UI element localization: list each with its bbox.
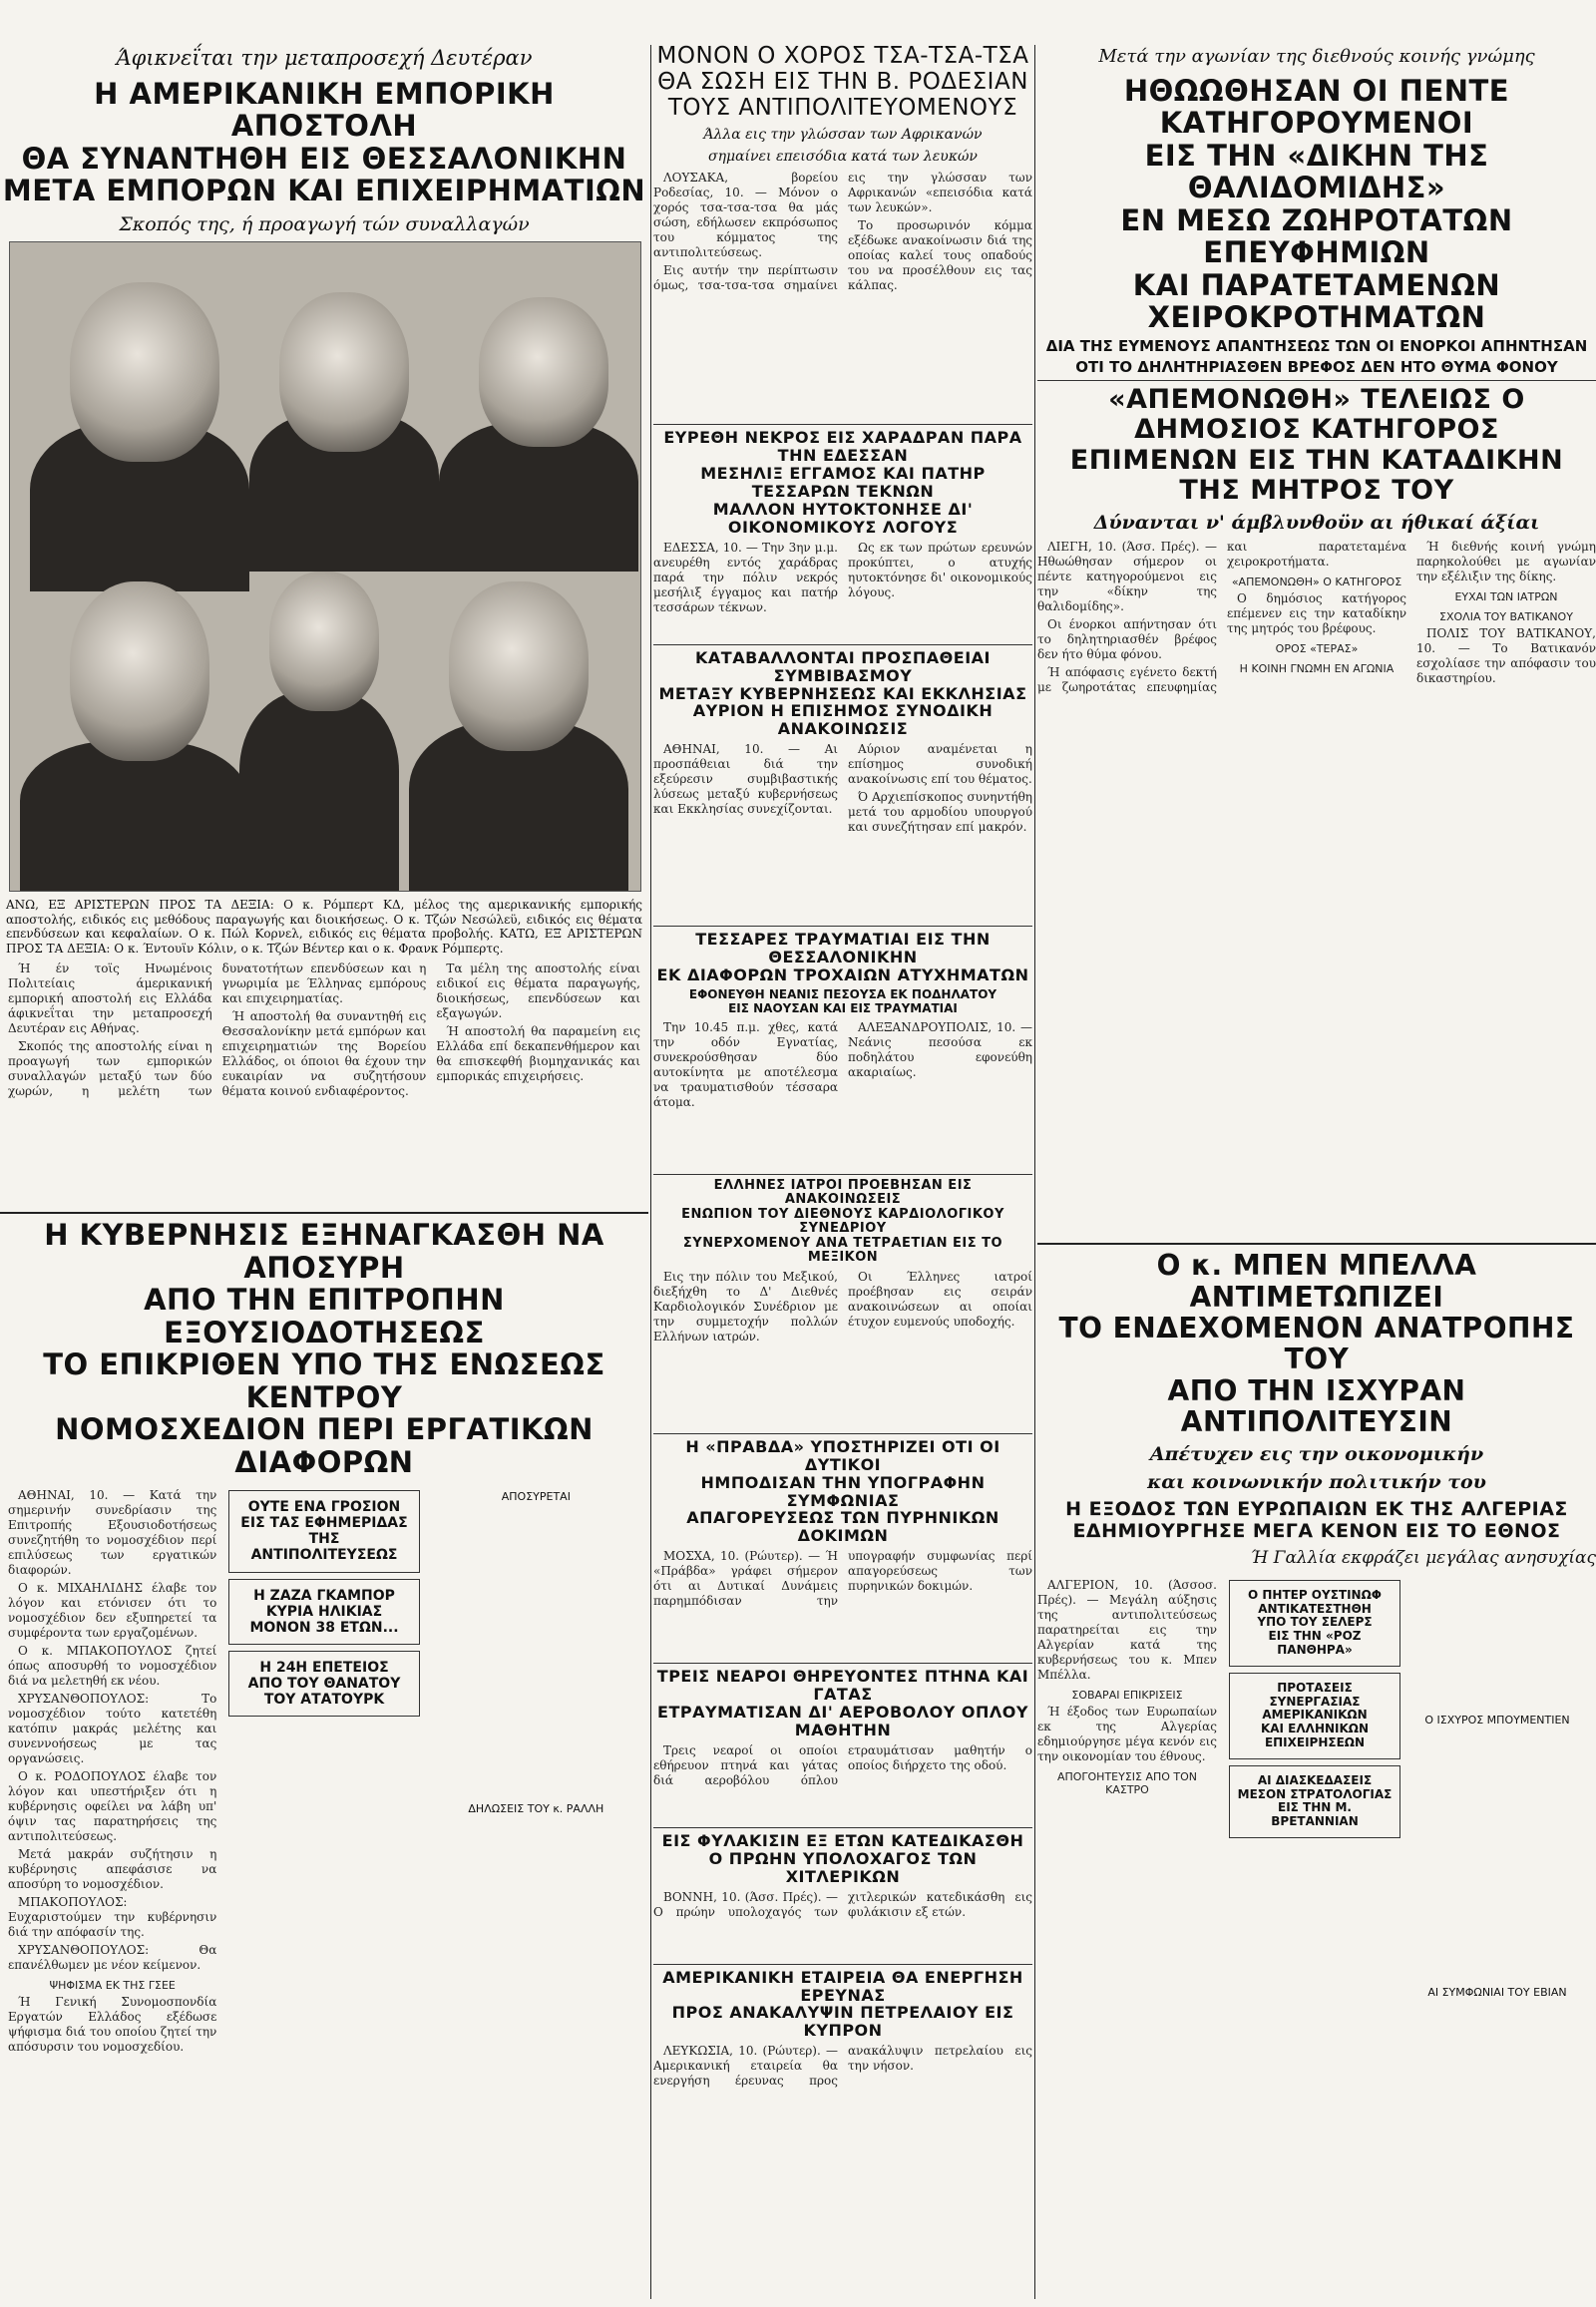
headline-line: Η ΚΥΒΕΡΝΗΣΙΣ ΕΞΗΝΑΓΚΑΣΘΗ ΝΑ ΑΠΟΣΥΡΗ [44, 1218, 604, 1285]
paragraph: ΜΠΑΚΟΠΟΥΛΟΣ: Ευχαριστούμεν την κυβέρνησιν διά την απόφασίν της. [8, 1895, 217, 1940]
paragraph: ΑΘΗΝΑΙ, 10. — Αι προσπάθειαι διά την εξεύρεσιν συμβιβαστικής λύσεως μεταξύ κυβερνήσεως και Εκκλησίας συνεχίζονται. [653, 742, 838, 817]
paragraph: Ή διεθνής κοινή γνώμη παρηκολούθει με αγωνίαν την εξέλιξιν της δίκης. [1416, 540, 1596, 584]
box-headline [233, 1588, 414, 1636]
paragraph: Ως εκ των πρώτων ερευνών προκύπτει, ο ατυχής ηυτοκτόνησε δι' οικονομικούς λόγους. [848, 540, 1032, 599]
headline-line: ΕΚ ΔΙΑΦΟΡΩΝ ΤΡΟΧΑΙΩΝ ΑΤΥΧΗΜΑΤΩΝ [656, 965, 1029, 985]
headline-line: ΚΑΙ ΠΑΡΑΤΕΤΑΜΕΝΩΝ ΧΕΙΡΟΚΡΟΤΗΜΑΤΩΝ [1132, 267, 1501, 335]
paragraph: Εις την πόλιν του Μεξικού, διεξήχθη το Δ' Διεθνές Καρδιολογικόν Συνέδριον με την συμμετοχήν πολλών Ελλήνων ιατρών. [653, 1269, 838, 1344]
paragraph: ΠΟΛΙΣ ΤΟΥ ΒΑΤΙΚΑΝΟΥ, 10. — Το Βατικανόν εσχολίασε την απόφασιν του δικαστηρίου. [1416, 625, 1596, 685]
article-rhodesia [653, 171, 1032, 420]
paragraph: Την 10.45 π.μ. χθες, κατά την οδόν Εγνατίας, συνεκρούσθησαν δύο αυτοκίνητα με αποτέλεσμα να τραυματισθούν τέσσαρα άτομα. [653, 1019, 838, 1109]
section-label: ΟΡΟΣ «ΤΕΡΑΣ» [1275, 641, 1359, 655]
column-middle [653, 40, 1032, 2108]
headline-line: ΗΜΠΟΔΙΣΑΝ ΤΗΝ ΥΠΟΓΡΑΦΗΝ ΣΥΜΦΩΝΙΑΣ [700, 1472, 986, 1510]
headline-air-rifle [653, 1668, 1032, 1739]
headline-ben-bella [1037, 1250, 1596, 1437]
headline-church [653, 649, 1032, 739]
headline-line: Η 24Η ΕΠΕΤΕΙΟΣ [259, 1659, 389, 1676]
sidebar-boxes [1225, 1574, 1404, 2220]
headline-accidents [653, 931, 1032, 984]
photo-figure [239, 691, 399, 891]
article-cyprus-oil [653, 2044, 1032, 2104]
paragraph: ΧΡΥΣΑΝΘΟΠΟΥΛΟΣ: Το νομοσχέδιον τούτο κατετέθη κατόπιν μακράς μελέτης και συνεννοήσεως με τας οργανώσεις. [8, 1692, 217, 1766]
headline-line: ΑΥΡΙΟΝ Η ΕΠΙΣΗΜΟΣ ΣΥΝΟΔΙΚΗ ΑΝΑΚΟΙΝΩΣΙΣ [692, 701, 994, 739]
section-label: ΔΗΛΩΣΕΙΣ ΤΟΥ κ. ΡΑΛΛΗ [468, 1802, 604, 1816]
paragraph: Ή έν τοϊς Ηνωμένοις Πολιτείαις άμερικανική εμπορική αποστολή εις Ελλάδα άφικνεΐται την μεταπροσεχή Δευτέραν εις Αθήνας. [8, 961, 212, 1036]
headline-line: ΑΠΟ ΤΗΝ ΙΣΧΥΡΑΝ ΑΝΤΙΠΟΛΙΤΕΥΣΙΝ [1167, 1373, 1466, 1438]
paragraph: Οι ένορκοι απήντησαν ότι το δηλητηριασθέν βρέφος δεν ήτο θύμα φόνου. [1037, 617, 1217, 662]
paragraph: ΛΟΥΣΑΚΑ, βορείου Ροδεσίας, 10. — Μόνον ο χορός τσα-τσα-τσα θα μάς σώση, εδήλωσεν εκπρόσωπος του κόμματος της αντιπολιτεύσεως. [653, 171, 838, 260]
headline-government-bill [0, 1219, 648, 1478]
article-thalidomide [1037, 540, 1596, 1238]
headline-line: ΕΙΣ ΝΑΟΥΣΑΝ ΚΑΙ ΕΙΣ ΤΡΑΥΜΑΤΙΑΙ [728, 1000, 958, 1015]
headline-pravda [653, 1438, 1032, 1545]
headline-line: ΕΥΡΕΘΗ ΝΕΚΡΟΣ ΕΙΣ ΧΑΡΑΔΡΑΝ ΠΑΡΑ ΤΗΝ ΕΔΕΣΣΑΝ [663, 428, 1022, 466]
headline-line: ΕΙΣ ΤΑΣ ΕΦΗΜΕΡΙΔΑΣ [240, 1515, 408, 1532]
news-box [1229, 1673, 1400, 1759]
paragraph: ΕΔΕΣΣΑ, 10. — Την 3ην μ.μ. ανευρέθη εντός χαράδρας παρά την πόλιν νεκρός μεσήλιξ έγγαμος και πατήρ τεσσάρων τέκνων. [653, 540, 838, 614]
headline-line: Η «ΠΡΑΒΔΑ» ΥΠΟΣΤΗΡΙΖΕΙ ΟΤΙ ΟΙ ΔΥΤΙΚΟΙ [685, 1436, 1000, 1474]
headline-line: ΠΡΟΣ ΑΝΑΚΑΛΥΨΙΝ ΠΕΤΡΕΛΑΙΟΥ ΕΙΣ ΚΥΠΡΟΝ [671, 2003, 1014, 2041]
paragraph: Οι Έλληνες ιατροί προέβησαν εις σειράν ανακοινώσεων αι οποίαι έτυχον ευμενούς υποδοχής. [848, 1269, 1032, 1329]
headline-line: ΚΑΤΑΒΑΛΛΟΝΤΑΙ ΠΡΟΣΠΑΘΕΙΑΙ ΣΥΜΒΙΒΑΣΜΟΥ [695, 647, 991, 685]
headline-line: ΘΑ ΣΥΝΑΝΤΗΘΗ ΕΙΣ ΘΕΣΣΑΛΟΝΙΚΗΝ [21, 141, 627, 176]
headline-line: ΕΙΣ ΦΥΛΑΚΙΣΙΝ ΕΞ ΕΤΩΝ ΚΑΤΕΔΙΚΑΣΘΗ [661, 1830, 1024, 1850]
section-label: ΑΙ ΣΥΜΦΩΝΙΑΙ ΤΟΥ ΕΒΙΑΝ [1427, 1985, 1567, 1999]
paragraph: ΑΘΗΝΑΙ, 10. — Κατά την σημερινήν συνεδρίασιν της Επιτροπής Εξουσιοδοτήσεως συνεζητήθη το νομοσχέδιον περί επιλύσεως των εργατικών διαφορών. [8, 1488, 217, 1578]
box-headline [233, 1499, 414, 1563]
paragraph: Ή αποστολή θα παραμείνη εις Ελλάδα επί δεκαπενθήμερον και θα επισκεφθή βιομηχανικάς και εμπορικάς επιχειρήσεις. [436, 1024, 640, 1084]
subheadline: ΔΙΑ ΤΗΣ ΕΥΜΕΝΟΥΣ ΑΠΑΝΤΗΣΕΩΣ ΤΩΝ ΟΙ ΕΝΟΡΚΟΙ ΑΠΗΝΤΗΣΑΝ [1045, 336, 1588, 355]
article-accidents [653, 1020, 1032, 1170]
subheadline [653, 988, 1032, 1016]
headline-algeria-exodus [1037, 1499, 1596, 1542]
headline-line: ΑΝΤΙΚΑΤΕΣΤΗΘΗ [1258, 1601, 1372, 1616]
paragraph: Ή αποστολή θα συναντηθή εις Θεσσαλονίκην μετά εμπόρων και επιχειρηματιών της Βορείου Ελλάδος, οι όποιοι θα έχουν την ευκαιρίαν να συζητήσουν θέματα κοινού ενδιαφέροντος. [221, 1009, 427, 1099]
article-doctors [653, 1270, 1032, 1429]
paragraph: Εις αυτήν την περίπτωσιν όμως, τσα-τσα-τσα σημαίνει εις την γλώσσαν των Αφρικανών «επεισόδια κατά των λευκών». [653, 171, 1032, 293]
subheadline: Ή Γαλλία εκφράζει μεγάλας ανησυχίας [1250, 1547, 1596, 1568]
headline-line: ΕΛΛΗΝΕΣ ΙΑΤΡΟΙ ΠΡΟΕΒΗΣΑΝ ΕΙΣ ΑΝΑΚΟΙΝΩΣΕΙΣ [713, 1177, 973, 1208]
subheadline: ΟΤΙ ΤΟ ΔΗΛΗΤΗΡΙΑΣΘΕΝ ΒΡΕΦΟΣ ΔΕΝ ΗΤΟ ΘΥΜΑ ΦΟΝΟΥ [1075, 358, 1558, 376]
headline-line: ΜΕΣΟΝ ΣΤΡΑΤΟΛΟΓΙΑΣ [1237, 1786, 1393, 1801]
headline-line: ΝΟΜΟΣΧΕΔΙΟΝ ΠΕΡΙ ΕΡΓΑΤΙΚΩΝ ΔΙΑΦΟΡΩΝ [55, 1412, 594, 1479]
subheadline: σημαίνει επεισόδια κατά των λευκών [708, 149, 978, 166]
subheadline: Δύνανται ν' άμβλυνθοϋν αι ήθικαί άξίαι [1093, 512, 1540, 535]
photo-portrait [70, 282, 219, 462]
news-box [228, 1490, 419, 1572]
kicker: Άφικνεΐται την μεταπροσεχή Δευτέραν [116, 46, 533, 70]
paragraph: ΑΛΓΕΡΙΟΝ, 10. (Άσσοσ. Πρές). — Μεγάλη αύξησις της αντιπολιτεύσεως παρατηρείται εις την Αλγερίαν κατά της κυβερνήσεως του κ. Μπεν Μπέλλα. [1037, 1577, 1217, 1682]
subheadline: Άλλα εις την γλώσσαν των Αφρικανών [703, 127, 983, 144]
photo-portrait [70, 581, 209, 761]
headline-line: ΕΙΣ ΤΗΝ «ΡΟΖ ΠΑΝΘΗΡΑ» [1268, 1629, 1362, 1658]
headline-line: Η ΖΑΖΑ ΓΚΑΜΠΟΡ [253, 1587, 395, 1604]
section-rule [653, 926, 1032, 927]
article-continuation [1412, 1574, 1582, 2220]
paragraph: Ό Αρχιεπίσκοπος συνηντήθη μετά του αρμοδίου υπουργού και συνεζήτησαν επί μακρόν. [848, 790, 1032, 835]
headline-line: ΕΙΣ ΤΗΝ «ΔΙΚΗΝ ΤΗΣ ΘΑΛΙΔΟΜΙΔΗΣ» [1144, 138, 1489, 205]
section-label: ΣΟΒΑΡΑΙ ΕΠΙΚΡΙΣΕΙΣ [1071, 1688, 1183, 1702]
paragraph: Τα μέλη της αποστολής είναι ειδικοί εις θέματα παραγωγής, διοικήσεως, επενδύσεων και εξαγωγών. [436, 961, 640, 1021]
headline-line: ΜΕΤΑΞΥ ΚΥΒΕΡΝΗΣΕΩΣ ΚΑΙ ΕΚΚΛΗΣΙΑΣ [658, 683, 1027, 703]
headline-line: ΤΟ ΕΝΔΕΧΟΜΕΝΟΝ ΑΝΑΤΡΟΠΗΣ ΤΟΥ [1058, 1311, 1575, 1376]
box-headline [233, 1660, 414, 1708]
paragraph: ΧΡΥΣΑΝΘΟΠΟΥΛΟΣ: Θα επανέλθωμεν με νέον κείμενον. [8, 1943, 217, 1973]
column-right [1037, 40, 1596, 2220]
headline-line: ΕΔΗΜΙΟΥΡΓΗΣΕ ΜΕΓΑ ΚΕΝΟΝ ΕΙΣ ΤΟ ΕΘΝΟΣ [1072, 1519, 1561, 1542]
section-rule [653, 1827, 1032, 1828]
headline-line: ΜΕΣΗΛΙΞ ΕΓΓΑΜΟΣ ΚΑΙ ΠΑΤΗΡ ΤΕΣΣΑΡΩΝ ΤΕΚΝΩΝ [700, 464, 986, 501]
paragraph: Το προσωρινόν κόμμα εξέδωκε ανακοίνωσιν διά της οποίας καλεί τους οπαδούς του να προσέλθουν εις τας κάλπας. [848, 218, 1032, 293]
paragraph: ΑΛΕΞΑΝΔΡΟΥΠΟΛΙΣ, 10. — Νεάνις πεσούσα εκ ποδηλάτου εφονεύθη ακαριαίως. [848, 1019, 1032, 1079]
headline-line: ΕΦΟΝΕΥΘΗ ΝΕΑΝΙΣ ΠΕΣΟΥΣΑ ΕΚ ΠΟΔΗΛΑΤΟΥ [688, 986, 998, 1001]
article-algeria [1037, 1578, 1217, 2216]
article-continuation [432, 1484, 640, 2270]
sidebar-boxes [224, 1484, 423, 2270]
headline-line: Η ΑΜΕΡΙΚΑΝΙΚΗ ΕΜΠΟΡΙΚΗ ΑΠΟΣΤΟΛΗ [94, 77, 555, 144]
column-left [0, 40, 648, 2276]
section-label: ΑΠΟΣΥΡΕΤΑΙ [501, 1490, 571, 1504]
headline-line: ΤΟΥΣ ΑΝΤΙΠΟΛΙΤΕΥΟΜΕΝΟΥΣ [667, 94, 1018, 121]
headline-line: ΕΠΙΜΕΝΩΝ ΕΙΣ ΤΗΝ ΚΑΤΑΔΙΚΗΝ ΤΗΣ ΜΗΤΡΟΣ ΤΟΥ [1069, 444, 1564, 506]
headline-line: ΑΙ ΔΙΑΣΚΕΔΑΣΕΙΣ [1257, 1772, 1373, 1787]
headline-line: ΕΤΡΑΥΜΑΤΙΣΑΝ ΔΙ' ΑΕΡΟΒΟΛΟΥ ΟΠΛΟΥ ΜΑΘΗΤΗΝ [657, 1703, 1028, 1739]
section-label: Ο ΙΣΧΥΡΟΣ ΜΠΟΥΜΕΝΤΙΕΝ [1424, 1713, 1570, 1727]
headline-line: Η ΕΞΟΔΟΣ ΤΩΝ ΕΥΡΩΠΑΙΩΝ ΕΚ ΤΗΣ ΑΛΓΕΡΙΑΣ [1065, 1498, 1568, 1521]
photo-mission-members [9, 241, 641, 892]
headline-line: ΗΘΩΩΘΗΣΑΝ ΟΙ ΠΕΝΤΕ ΚΑΤΗΓΟΡΟΥΜΕΝΟΙ [1123, 74, 1510, 141]
headline-line: ΠΡΟΤΑΣΕΙΣ ΣΥΝΕΡΓΑΣΙΑΣ [1269, 1680, 1361, 1709]
section-rule [0, 1212, 648, 1214]
article-government-bill [8, 1488, 216, 2266]
article-edessa [653, 541, 1032, 640]
headline-line: ΤΟΥ ΑΤΑΤΟΥΡΚ [263, 1691, 385, 1708]
paragraph: Ή Γενική Συνομοσπονδία Εργατών Ελλάδος εξέδωσε ψήφισμα διά του οποίου ζητεί την απόσυρσιν του νομοσχεδίου. [8, 1994, 217, 2054]
headline-line: Ο ΠΗΤΕΡ ΟΥΣΤΙΝΩΦ [1247, 1587, 1382, 1602]
headline-line: ΕΙΣ ΤΗΝ Μ. ΒΡΕΤΑΝΝΙΑΝ [1271, 1800, 1359, 1829]
section-rule [653, 424, 1032, 425]
news-box [228, 1651, 419, 1717]
article-pravda [653, 1549, 1032, 1659]
section-label: ΑΠΟΓΟΗΤΕΥΣΙΣ ΑΠΟ ΤΟΝ ΚΑΣΤΡΟ [1056, 1769, 1198, 1797]
paragraph: Αύριον αναμένεται η επίσημος συνοδική ανακοίνωσις επί του θέματος. [848, 742, 1032, 787]
paragraph: Μετά μακράν συζήτησιν η κυβέρνησις απεφάσισε να αποσύρη το νομοσχέδιον. [8, 1847, 217, 1892]
algeria-section [1037, 1574, 1596, 2220]
box-headline [1234, 1589, 1396, 1658]
article-trade-mission [8, 961, 640, 1206]
section-label: ΣΧΟΛΙΑ ΤΟΥ ΒΑΤΙΚΑΝΟΥ [1439, 609, 1573, 623]
headline-line: ΤΕΣΣΑΡΕΣ ΤΡΑΥΜΑΤΙΑΙ ΕΙΣ ΤΗΝ ΘΕΣΣΑΛΟΝΙΚΗΝ [695, 930, 991, 967]
article-air-rifle [653, 1743, 1032, 1823]
headline-line: ΕΝΩΠΙΟΝ ΤΟΥ ΔΙΕΘΝΟΥΣ ΚΑΡΔΙΟΛΟΓΙΚΟΥ ΣΥΝΕΔΡΙΟΥ [681, 1206, 1004, 1237]
article-nazi-officer [653, 1890, 1032, 1960]
section-label: «ΑΠΕΜΟΝΩΘΗ» Ο ΚΑΤΗΓΟΡΟΣ [1231, 576, 1402, 589]
headline-line: ΤΗΣ ΑΝΤΙΠΟΛΙΤΕΥΣΕΩΣ [250, 1531, 398, 1564]
headline-doctors [653, 1179, 1032, 1266]
section-label: ΕΥΧΑΙ ΤΩΝ ΙΑΤΡΩΝ [1454, 590, 1558, 604]
headline-line: ΤΟ ΕΠΙΚΡΙΘΕΝ ΥΠΟ ΤΗΣ ΕΝΩΣΕΩΣ ΚΕΝΤΡΟΥ [43, 1347, 605, 1414]
box-headline [1234, 1682, 1396, 1750]
news-box [228, 1579, 419, 1645]
article-church [653, 742, 1032, 922]
paragraph: ΛΕΥΚΩΣΙΑ, 10. (Ρώυτερ). — Αμερικανική εταιρεία θα ενεργήση έρευνας προς ανακάλυψιν πετρελαίου εις την νήσον. [653, 2044, 1032, 2089]
paragraph: Τρεις νεαροί οι οποίοι εθήρευον πτηνά και γάτας διά αεροβόλου όπλου ετραυμάτισαν μαθητήν ο οποίος διήρχετο της οδού. [653, 1742, 1032, 1787]
news-box [1229, 1580, 1400, 1667]
paragraph: Ο δημόσιος κατήγορος επέμενεν εις την καταδίκην της μητρός του βρέφους. [1227, 590, 1406, 635]
headline-line: ΚΑΙ ΕΛΛΗΝΙΚΩΝ [1260, 1722, 1370, 1736]
headline-line: ΥΠΟ ΤΟΥ ΣΕΛΕΡΣ [1257, 1615, 1373, 1630]
paragraph: Σκοπός της αποστολής είναι η προαγωγή των εμπορικών συναλλαγών μεταξύ των δύο χωρών, η μελέτη των δυνατοτήτων επενδύσεων και η γνωριμία με Έλληνας εμπόρους και επιχειρηματίας. [8, 961, 427, 1099]
photo-portrait [449, 581, 589, 751]
paragraph: ΛΙΕΓΗ, 10. (Άσσ. Πρές). — Ηθωώθησαν σήμερον οι πέντε κατηγορούμενοι εις την «δίκην της θαλιδομίδης». [1037, 540, 1217, 614]
headline-line: ΜΑΛΛΟΝ ΗΥΤΟΚΤΟΝΗΣΕ ΔΙ' ΟΙΚΟΝΟΜΙΚΟΥΣ ΛΟΓΟΥΣ [712, 499, 974, 537]
headline-line: ΚΥΡΙΑ ΗΛΙΚΙΑΣ [265, 1603, 383, 1620]
headline-edessa [653, 429, 1032, 536]
headline-line: ΑΠΟ ΤΗΝ ΕΠΙΤΡΟΠΗΝ ΕΞΟΥΣΙΟΔΟΤΗΣΕΩΣ [144, 1283, 505, 1349]
photo-caption: ΑΝΩ, ΕΞ ΑΡΙΣΤΕΡΩΝ ΠΡΟΣ ΤΑ ΔΕΞΙΑ: Ο κ. Ρόμπερτ ΚΔ, μέλος της αμερικανικής εμπορικής αποστολής, ειδικός εις μεθόδους παραγωγής και διοικήσεως. Ο κ. Τζών Νεσώλεϋ, ειδικός εις θέματα επενδύσεων και κεφαλαίων. Ο κ. Πώλ Κορνελ, ειδικός εις θέματα προβολής. ΚΑΤΩ, ΕΞ ΑΡΙΣΤΕΡΩΝ ΠΡΟΣ ΤΑ ΔΕΞΙΑ: Ο κ. Έντουϊν Κόλιν, ο κ. Τζών Βέντερ και ο κ. Φρανκ Ρόμπερτς. [6, 897, 642, 956]
paragraph: Ο κ. ΜΠΑΚΟΠΟΥΛΟΣ ζητεί όπως αποσυρθή το νομοσχέδιον διά να μελετηθή εκ νέου. [8, 1644, 217, 1689]
headline-line: ΑΠΟ ΤΟΥ ΘΑΝΑΤΟΥ [247, 1675, 401, 1692]
headline-line: ΑΜΕΡΙΚΑΝΙΚΗ ΕΤΑΙΡΕΙΑ ΘΑ ΕΝΕΡΓΗΣΗ ΕΡΕΥΝΑΣ [662, 1967, 1023, 2005]
headline-cyprus-oil [653, 1969, 1032, 2041]
headline-line: Ο κ. ΜΠΕΝ ΜΠΕΛΛΑ ΑΝΤΙΜΕΤΩΠΙΖΕΙ [1156, 1249, 1477, 1314]
paragraph: Ο κ. ΡΟΔΟΠΟΥΛΟΣ έλαβε τον λόγον και υπεστήριξεν ότι η κυβέρνησις οφείλει να λάβη υπ' όψιν τας παρατηρήσεις της αντιπολιτεύσεως. [8, 1769, 217, 1844]
section-rule [1037, 380, 1596, 381]
subheadline: Απέτυχεν εις την οικονομικήν [1149, 1443, 1484, 1466]
subheadline: και κοινωνικήν πολιτικήν του [1147, 1471, 1486, 1494]
photo-portrait [479, 297, 608, 447]
headline-line: ΕΝ ΜΕΣΩ ΖΩΗΡΟΤΑΤΩΝ ΕΠΕΥΦΗΜΙΩΝ [1120, 202, 1513, 270]
section-label: ΨΗΦΙΣΜΑ ΕΚ ΤΗΣ ΓΣΕΕ [49, 1979, 176, 1993]
section-label: Η ΚΟΙΝΗ ΓΝΩΜΗ ΕΝ ΑΓΩΝΙΑ [1239, 661, 1395, 675]
section-rule [653, 1663, 1032, 1664]
paragraph: ΜΟΣΧΑ, 10. (Ρώυτερ). — Ή «Πράβδα» γράφει σήμερον ότι αι Δυτικαί Δυνάμεις παρημπόδισαν την υπογραφήν συμφωνίας περί απαγορεύσεως των πυρηνικών δοκιμών. [653, 1549, 1032, 1609]
paragraph: Ο κ. ΜΙΧΑΗΛΙΔΗΣ έλαβε τον λόγον και ετόνισεν ότι το νομοσχέδιον δεν εξυπηρετεί τα συμφέροντα των εργαζομένων. [8, 1581, 217, 1641]
section-rule [653, 1964, 1032, 1965]
headline-nazi-officer [653, 1832, 1032, 1886]
section-rule [1037, 1243, 1596, 1245]
headline-line: ΕΠΙΧΕΙΡΗΣΕΩΝ [1264, 1735, 1366, 1750]
photo-portrait [279, 292, 409, 452]
headline-line: ΑΠΑΓΟΡΕΥΣΕΩΣ ΤΩΝ ΠΥΡΗΝΙΚΩΝ ΔΟΚΙΜΩΝ [686, 1508, 999, 1546]
kicker: Μετά την αγωνίαν της διεθνούς κοινής γνώμης [1098, 46, 1535, 67]
headline-line: «ΑΠΕΜΟΝΩΘΗ» ΤΕΛΕΙΩΣ Ο ΔΗΜΟΣΙΟΣ ΚΑΤΗΓΟΡΟΣ [1108, 384, 1525, 446]
headline-line: ΟΥΤΕ ΕΝΑ ΓΡΟΣΙΟΝ [247, 1499, 401, 1516]
photo-figure [20, 741, 249, 891]
headline-rhodesia [653, 44, 1032, 121]
paragraph: Ή έξοδος των Ευρωπαίων εκ της Αλγερίας εδημιούργησε μέγα κενόν εις την οικονομίαν του έθνους. [1037, 1704, 1217, 1763]
headline-line: ΘΑ ΣΩΣΗ ΕΙΣ ΤΗΝ Β. ΡΟΔΕΣΙΑΝ [657, 68, 1028, 95]
headline-line: Ο ΠΡΩΗΝ ΥΠΟΛΟΧΑΓΟΣ ΤΩΝ ΧΙΤΛΕΡΙΚΩΝ [708, 1848, 978, 1886]
column-divider [1034, 45, 1035, 2299]
section-rule [653, 644, 1032, 645]
headline-prosecutor [1037, 385, 1596, 506]
paragraph: Ή απόφασις εγένετο δεκτή με ζωηροτάτας επευφημίας και παρατεταμένα χειροκροτήματα. [1037, 540, 1406, 695]
headline-line: ΜΕΤΑ ΕΜΠΟΡΩΝ ΚΑΙ ΕΠΙΧΕΙΡΗΜΑΤΙΩΝ [2, 174, 646, 208]
photo-portrait [269, 572, 379, 711]
headline-line: ΣΥΝΕΡΧΟΜΕΝΟΥ ΑΝΑ ΤΕΤΡΑΕΤΙΑΝ ΕΙΣ ΤΟ ΜΕΞΙΚΟΝ [682, 1235, 1003, 1266]
headline-line: ΜΟΝΟΝ 38 ΕΤΩΝ... [249, 1619, 399, 1636]
section-rule [653, 1433, 1032, 1434]
paragraph: ΒΟΝΝΗ, 10. (Άσσ. Πρές). — Ο πρώην υπολοχαγός των χιτλερικών κατεδικάσθη εις φυλάκισιν εξ ετών. [653, 1889, 1032, 1919]
headline-line: ΑΜΕΡΙΚΑΝΙΚΩΝ [1262, 1708, 1368, 1723]
headline-thalidomide [1037, 75, 1596, 334]
headline-trade-mission [0, 78, 648, 207]
section-rule [653, 1174, 1032, 1175]
box-headline [1234, 1774, 1396, 1829]
column-divider [650, 45, 651, 2299]
headline-line: ΜΟΝΟΝ Ο ΧΟΡΟΣ ΤΣΑ-ΤΣΑ-ΤΣΑ [656, 43, 1029, 69]
news-box [1229, 1765, 1400, 1838]
subheadline: Σκοπός της, ή προαγωγή τών συναλλαγών [119, 212, 530, 235]
headline-line: ΤΡΕΙΣ ΝΕΑΡΟΙ ΘΗΡΕΥΟΝΤΕΣ ΠΤΗΝΑ ΚΑΙ ΓΑΤΑΣ [656, 1667, 1029, 1705]
